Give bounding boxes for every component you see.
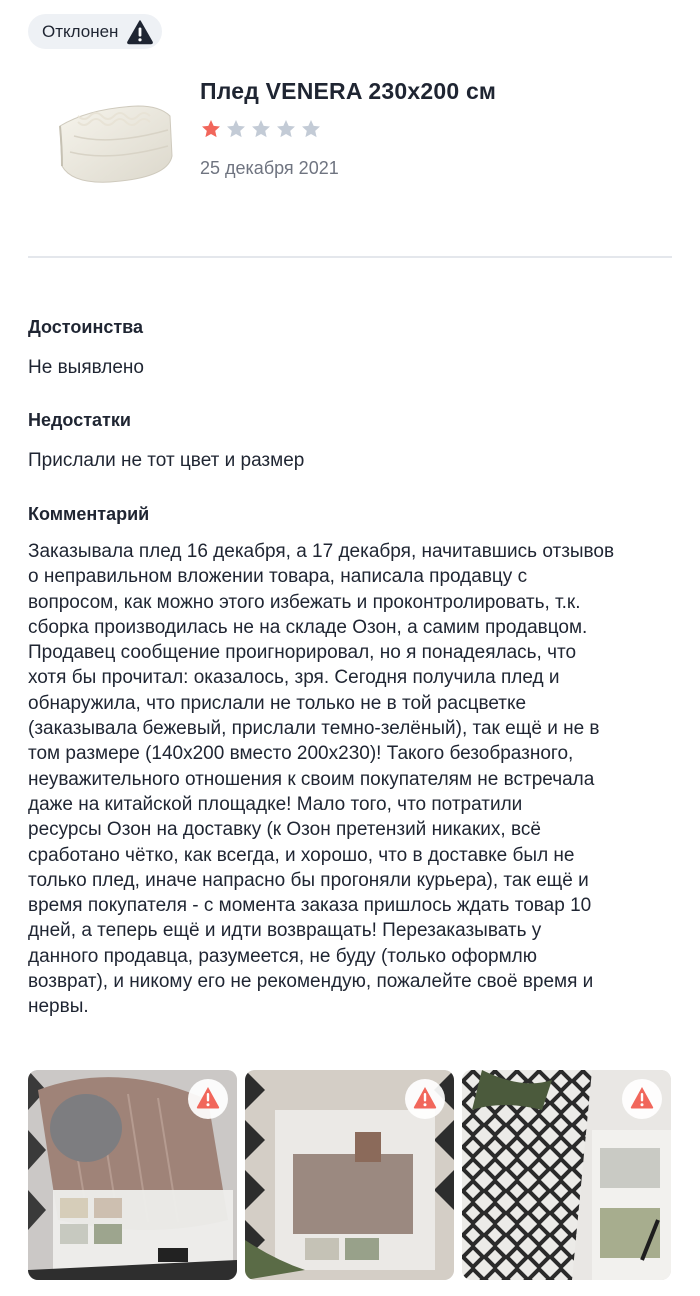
comment-line: ресурсы Озон на доставку (к Озон претензий никаких, всё — [28, 819, 541, 841]
comment-line: даже на китайской площадке! Мало того, что потратили — [28, 793, 523, 815]
comment-line: неуважительного отношения к своим покупателям не встречала — [28, 768, 595, 790]
star-empty-icon — [250, 118, 272, 140]
comment-text — [28, 539, 698, 1020]
star-empty-icon — [300, 118, 322, 140]
product-card[interactable] — [28, 66, 672, 216]
pros-title: Достоинства — [28, 317, 143, 337]
comment-line: сработано чётко, как всегда, и хорошо, что в доставке был не — [28, 844, 575, 866]
comment-title: Комментарий — [28, 504, 150, 524]
star-empty-icon — [275, 118, 297, 140]
review-photo[interactable] — [28, 1070, 237, 1280]
cons-section — [28, 410, 688, 473]
product-title[interactable]: Плед VENERA 230x200 см — [200, 78, 497, 104]
comment-line: нервы. — [28, 996, 89, 1018]
star-empty-icon — [225, 118, 247, 140]
comment-line: время покупателя - с момента заказа пришлось ждать товар 10 — [28, 895, 592, 917]
comment-line: Продавец сообщение проигнорировал, но я понадеялась, что — [28, 642, 577, 664]
warning-badge-icon — [621, 1078, 663, 1120]
warning-badge-icon — [404, 1078, 446, 1120]
comment-line: о неправильном вложении товара, написала продавцу с — [28, 566, 528, 588]
warning-badge-icon — [187, 1078, 229, 1120]
comment-line: хотя бы прочитал: оказалось, зря. Сегодня получила плед и — [28, 667, 560, 689]
comment-line: возврат), и никому его не рекомендую, пожалейте своё время и — [28, 971, 594, 993]
comment-section — [28, 504, 688, 1020]
comment-line: только плед, иначе напрасно бы прогоняли курьера), так ещё и — [28, 869, 589, 891]
comment-line: вопросом, как можно этого избежать и проконтролировать, т.к. — [28, 591, 581, 613]
cons-text: Прислали не тот цвет и размер — [28, 450, 305, 471]
status-badge — [28, 14, 162, 49]
pros-text: Не выявлено — [28, 357, 144, 378]
comment-line: сборка производилась не на складе Озон, а самим продавцом. — [28, 616, 588, 638]
comment-line: обнаружила, что прислали не только не в той расцветке — [28, 692, 527, 714]
review-photo[interactable] — [462, 1070, 671, 1280]
comment-line: дней, а теперь ещё и идти возвращать! Перезаказывать у — [28, 920, 542, 942]
cons-title: Недостатки — [28, 410, 131, 430]
star-filled-icon — [200, 118, 222, 140]
review-date: 25 декабря 2021 — [200, 158, 339, 178]
comment-line: данного продавца, разумеется, не буду (только оформлю — [28, 945, 538, 967]
comment-line: том размере (140x200 вместо 200x230)! Такого безобразного, — [28, 743, 574, 765]
review-photos — [28, 1070, 672, 1280]
warning-triangle-icon — [126, 18, 154, 46]
comment-line: Заказывала плед 16 декабря, а 17 декабря, начитавшись отзывов — [28, 541, 615, 562]
pros-section — [28, 317, 688, 380]
status-label: Отклонен — [42, 21, 119, 41]
review-photo[interactable] — [245, 1070, 454, 1280]
divider — [28, 256, 672, 258]
product-thumbnail[interactable] — [50, 86, 178, 196]
rating-stars — [200, 118, 322, 140]
comment-line: (заказывала бежевый, прислали темно-зелёный), так ещё и не в — [28, 718, 600, 740]
